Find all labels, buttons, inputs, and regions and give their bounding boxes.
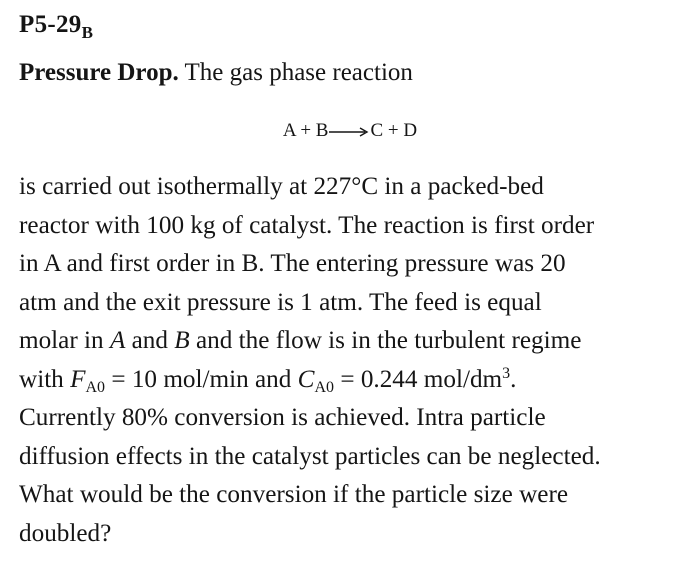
statement-line: in A and first order in B. The entering pressure was 20 (19, 250, 566, 277)
statement-text: = 10 mol/min and (105, 365, 298, 393)
statement-text: and (125, 327, 175, 354)
statement-line: reactor with 100 kg of catalyst. The reaction is first order (19, 211, 595, 239)
statement-text: molar in (19, 327, 110, 354)
concentration-symbol: C (297, 365, 315, 393)
statement-text: and the flow is in the turbulent regime (189, 327, 582, 354)
unit-exponent: 3 (502, 364, 511, 382)
species-b: B (174, 327, 190, 354)
statement-line: is carried out isothermally at 227°C in a packed-bed (19, 173, 544, 200)
statement-text: with (19, 365, 71, 393)
statement-text: . (510, 365, 517, 393)
statement-line (19, 361, 699, 400)
statement-line: diffusion effects in the catalyst particles can be neglected. (19, 442, 601, 470)
reaction-equation (0, 118, 700, 144)
problem-level-subscript: B (81, 23, 94, 42)
reaction-arrow-icon (329, 126, 369, 138)
molar-flow-symbol: F (70, 365, 86, 393)
intro-text: The gas phase reaction (178, 59, 413, 86)
plus-sign: + (300, 120, 312, 141)
molar-flow-subscript: A0 (85, 378, 106, 396)
reactant-a: A (282, 120, 296, 141)
product-d: D (403, 120, 418, 141)
problem-number (19, 10, 93, 42)
problem-intro (19, 58, 413, 88)
statement-line: doubled? (19, 519, 112, 547)
problem-number-main: P5-29 (19, 11, 82, 38)
statement-line: Currently 80% conversion is achieved. Intra particle (19, 404, 546, 431)
reactant-b: B (315, 120, 329, 141)
problem-title: Pressure Drop. (19, 59, 179, 86)
statement-line: What would be the conversion if the particle size were (19, 481, 569, 508)
statement-line: atm and the exit pressure is 1 atm. The feed is equal (19, 288, 542, 316)
plus-sign-2: + (387, 120, 399, 141)
product-c: C (370, 120, 384, 141)
problem-statement (19, 168, 699, 553)
statement-line (19, 322, 699, 361)
species-a: A (109, 327, 126, 354)
statement-text: = 0.244 mol/dm (334, 365, 503, 393)
concentration-subscript: A0 (314, 378, 335, 396)
